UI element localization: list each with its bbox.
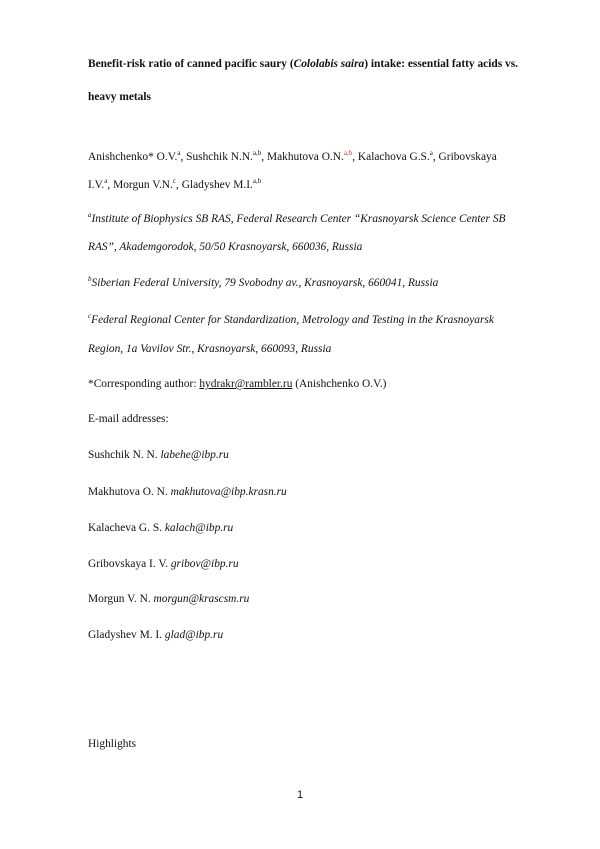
author-affiliation-mark: a,b (343, 149, 353, 158)
email-entry (88, 592, 249, 606)
highlights-heading: Highlights (88, 738, 137, 750)
author-name: Sushchik N.N. (186, 151, 253, 163)
email-address: glad@ibp.ru (164, 629, 224, 641)
email-address: gribov@ibp.ru (170, 558, 239, 570)
author-affiliation-mark: a (104, 177, 108, 186)
email-address: labehe@ibp.ru (160, 449, 229, 461)
author-name: Gribovskaya (438, 151, 497, 163)
affiliation-mark: b (88, 275, 92, 284)
email-address: kalach@ibp.ru (164, 522, 234, 534)
author-affiliation-mark: a,b (252, 177, 262, 186)
affiliation-b: $^b$Siberian Federal University, 79 Svobodny av., Krasnoyarsk, 660041, Russia (88, 275, 439, 289)
corresponding-email-link[interactable]: hydrakr@rambler.ru (199, 378, 293, 390)
author-name: Anishchenko* O.V. (88, 151, 178, 163)
page-number: 1 (296, 789, 304, 801)
affiliation-mark: a (88, 211, 92, 220)
author-name: Morgun V.N. (113, 179, 173, 191)
affiliation-a-line-1: $^a$Institute of Biophysics SB RAS, Federal Research Center “Krasnoyarsk Science Center SB (88, 211, 506, 225)
author-list-line-1: Anishchenko* O.V.$^a$, Sushchik N.N.$^{a,b}$, Makhutova O.N.$^{a,b}$, Kalachova G.S.$^a$, Gribovskaya (88, 149, 497, 163)
title-text-before: Benefit-risk ratio of canned pacific saury ( (88, 58, 294, 70)
email-entry (88, 557, 239, 571)
affiliation-c-line-1: $^c$Federal Regional Center for Standardization, Metrology and Testing in the Krasnoyarsk (88, 312, 494, 326)
author-affiliation-mark: a (429, 149, 433, 158)
affiliation-mark: c (88, 312, 92, 321)
corresponding-author: *Corresponding author: hydrakr@rambler.ru (Anishchenko O.V.) (88, 378, 387, 390)
email-entry (88, 628, 223, 642)
email-owner: Gladyshev M. I. (88, 629, 163, 641)
title-text-after: ) intake: essential fatty acids vs. (364, 58, 518, 70)
email-addresses-heading: E-mail addresses: (88, 413, 169, 425)
author-affiliation-mark: c (172, 177, 176, 186)
author-name: Makhutova O.N. (266, 151, 344, 163)
email-entry (88, 485, 287, 499)
email-entry (88, 521, 233, 535)
affiliation-c-line-2: Region, 1a Vavilov Str., Krasnoyarsk, 660093, Russia (88, 343, 332, 355)
author-affiliation-mark: a,b (252, 149, 262, 158)
paper-title-line-2: heavy metals (88, 91, 151, 103)
email-owner: Makhutova O. N. (88, 486, 168, 498)
paper-title-line-1 (88, 57, 518, 71)
email-owner: Sushchik N. N. (88, 449, 158, 461)
author-affiliation-mark: a (177, 149, 181, 158)
author-list-line-2: I.V.$^a$, Morgun V.N.$^c$, Gladyshev M.I.$^{a,b}$ (88, 177, 262, 191)
email-address: morgun@krascsm.ru (153, 593, 250, 605)
author-name: Gladyshev M.I. (181, 179, 253, 191)
email-owner: Morgun V. N. (88, 593, 151, 605)
title-species-name: Cololabis saira (293, 58, 365, 70)
author-name: Kalachova G.S. (357, 151, 430, 163)
email-owner: Kalacheva G. S. (88, 522, 163, 534)
affiliation-a-line-2: RAS”, Akademgorodok, 50/50 Krasnoyarsk, 660036, Russia (88, 241, 363, 253)
email-entry (88, 448, 229, 462)
email-owner: Gribovskaya I. V. (88, 558, 168, 570)
email-address: makhutova@ibp.krasn.ru (170, 486, 287, 498)
author-name: I.V. (88, 179, 105, 191)
